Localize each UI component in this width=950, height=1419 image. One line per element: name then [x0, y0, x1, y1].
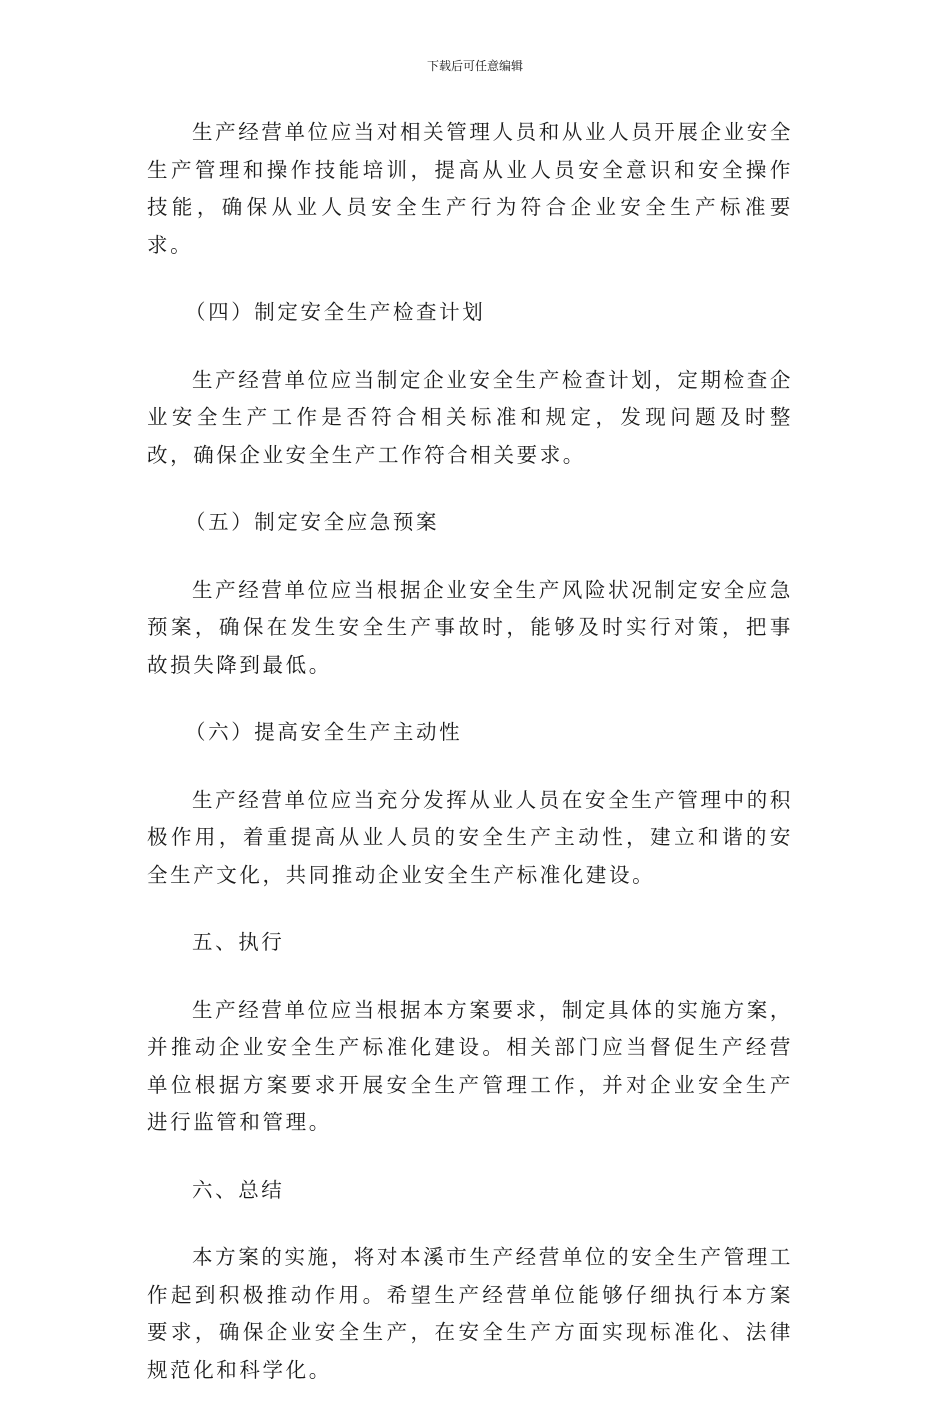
- paragraph-initiative: 生产经营单位应当充分发挥从业人员在安全生产管理中的积极作用，着重提高从业人员的安全生产主动性，建立和谐的安全生产文化，共同推动企业安全生产标准化建设。: [147, 787, 793, 887]
- section-heading-execution: 五、执行: [192, 930, 285, 954]
- paragraph-training: 生产经营单位应当对相关管理人员和从业人员开展企业安全生产管理和操作技能培训，提高从业人员安全意识和安全操作技能，确保从业人员安全生产行为符合企业安全生产标准要求。: [147, 120, 793, 257]
- paragraph-inspection-plan: 生产经营单位应当制定企业安全生产检查计划，定期检查企业安全生产工作是否符合相关标准和规定，发现问题及时整改，确保企业安全生产工作符合相关要求。: [147, 367, 793, 467]
- section-heading-summary: 六、总结: [192, 1177, 285, 1202]
- document-body: [147, 114, 793, 1419]
- subheading-initiative: （六）提高安全生产主动性: [185, 720, 463, 744]
- subheading-emergency-plan: （五）制定安全应急预案: [185, 510, 440, 534]
- page-header-note: 下载后可任意编辑: [426, 59, 523, 73]
- subheading-inspection-plan: （四）制定安全生产检查计划: [185, 300, 486, 324]
- paragraph-summary: 本方案的实施，将对本溪市生产经营单位的安全生产管理工作起到积极推动作用。希望生产经营单位能够仔细执行本方案要求，确保企业安全生产，在安全生产方面实现标准化、法律规范化和科学化。: [147, 1245, 793, 1382]
- paragraph-emergency-plan: 生产经营单位应当根据企业安全生产风险状况制定安全应急预案，确保在发生安全生产事故时，能够及时实行对策，把事故损失降到最低。: [147, 577, 793, 677]
- paragraph-execution: 生产经营单位应当根据本方案要求，制定具体的实施方案，并推动企业安全生产标准化建设。相关部门应当督促生产经营单位根据方案要求开展安全生产管理工作，并对企业安全生产进行监管和管理。: [147, 997, 793, 1134]
